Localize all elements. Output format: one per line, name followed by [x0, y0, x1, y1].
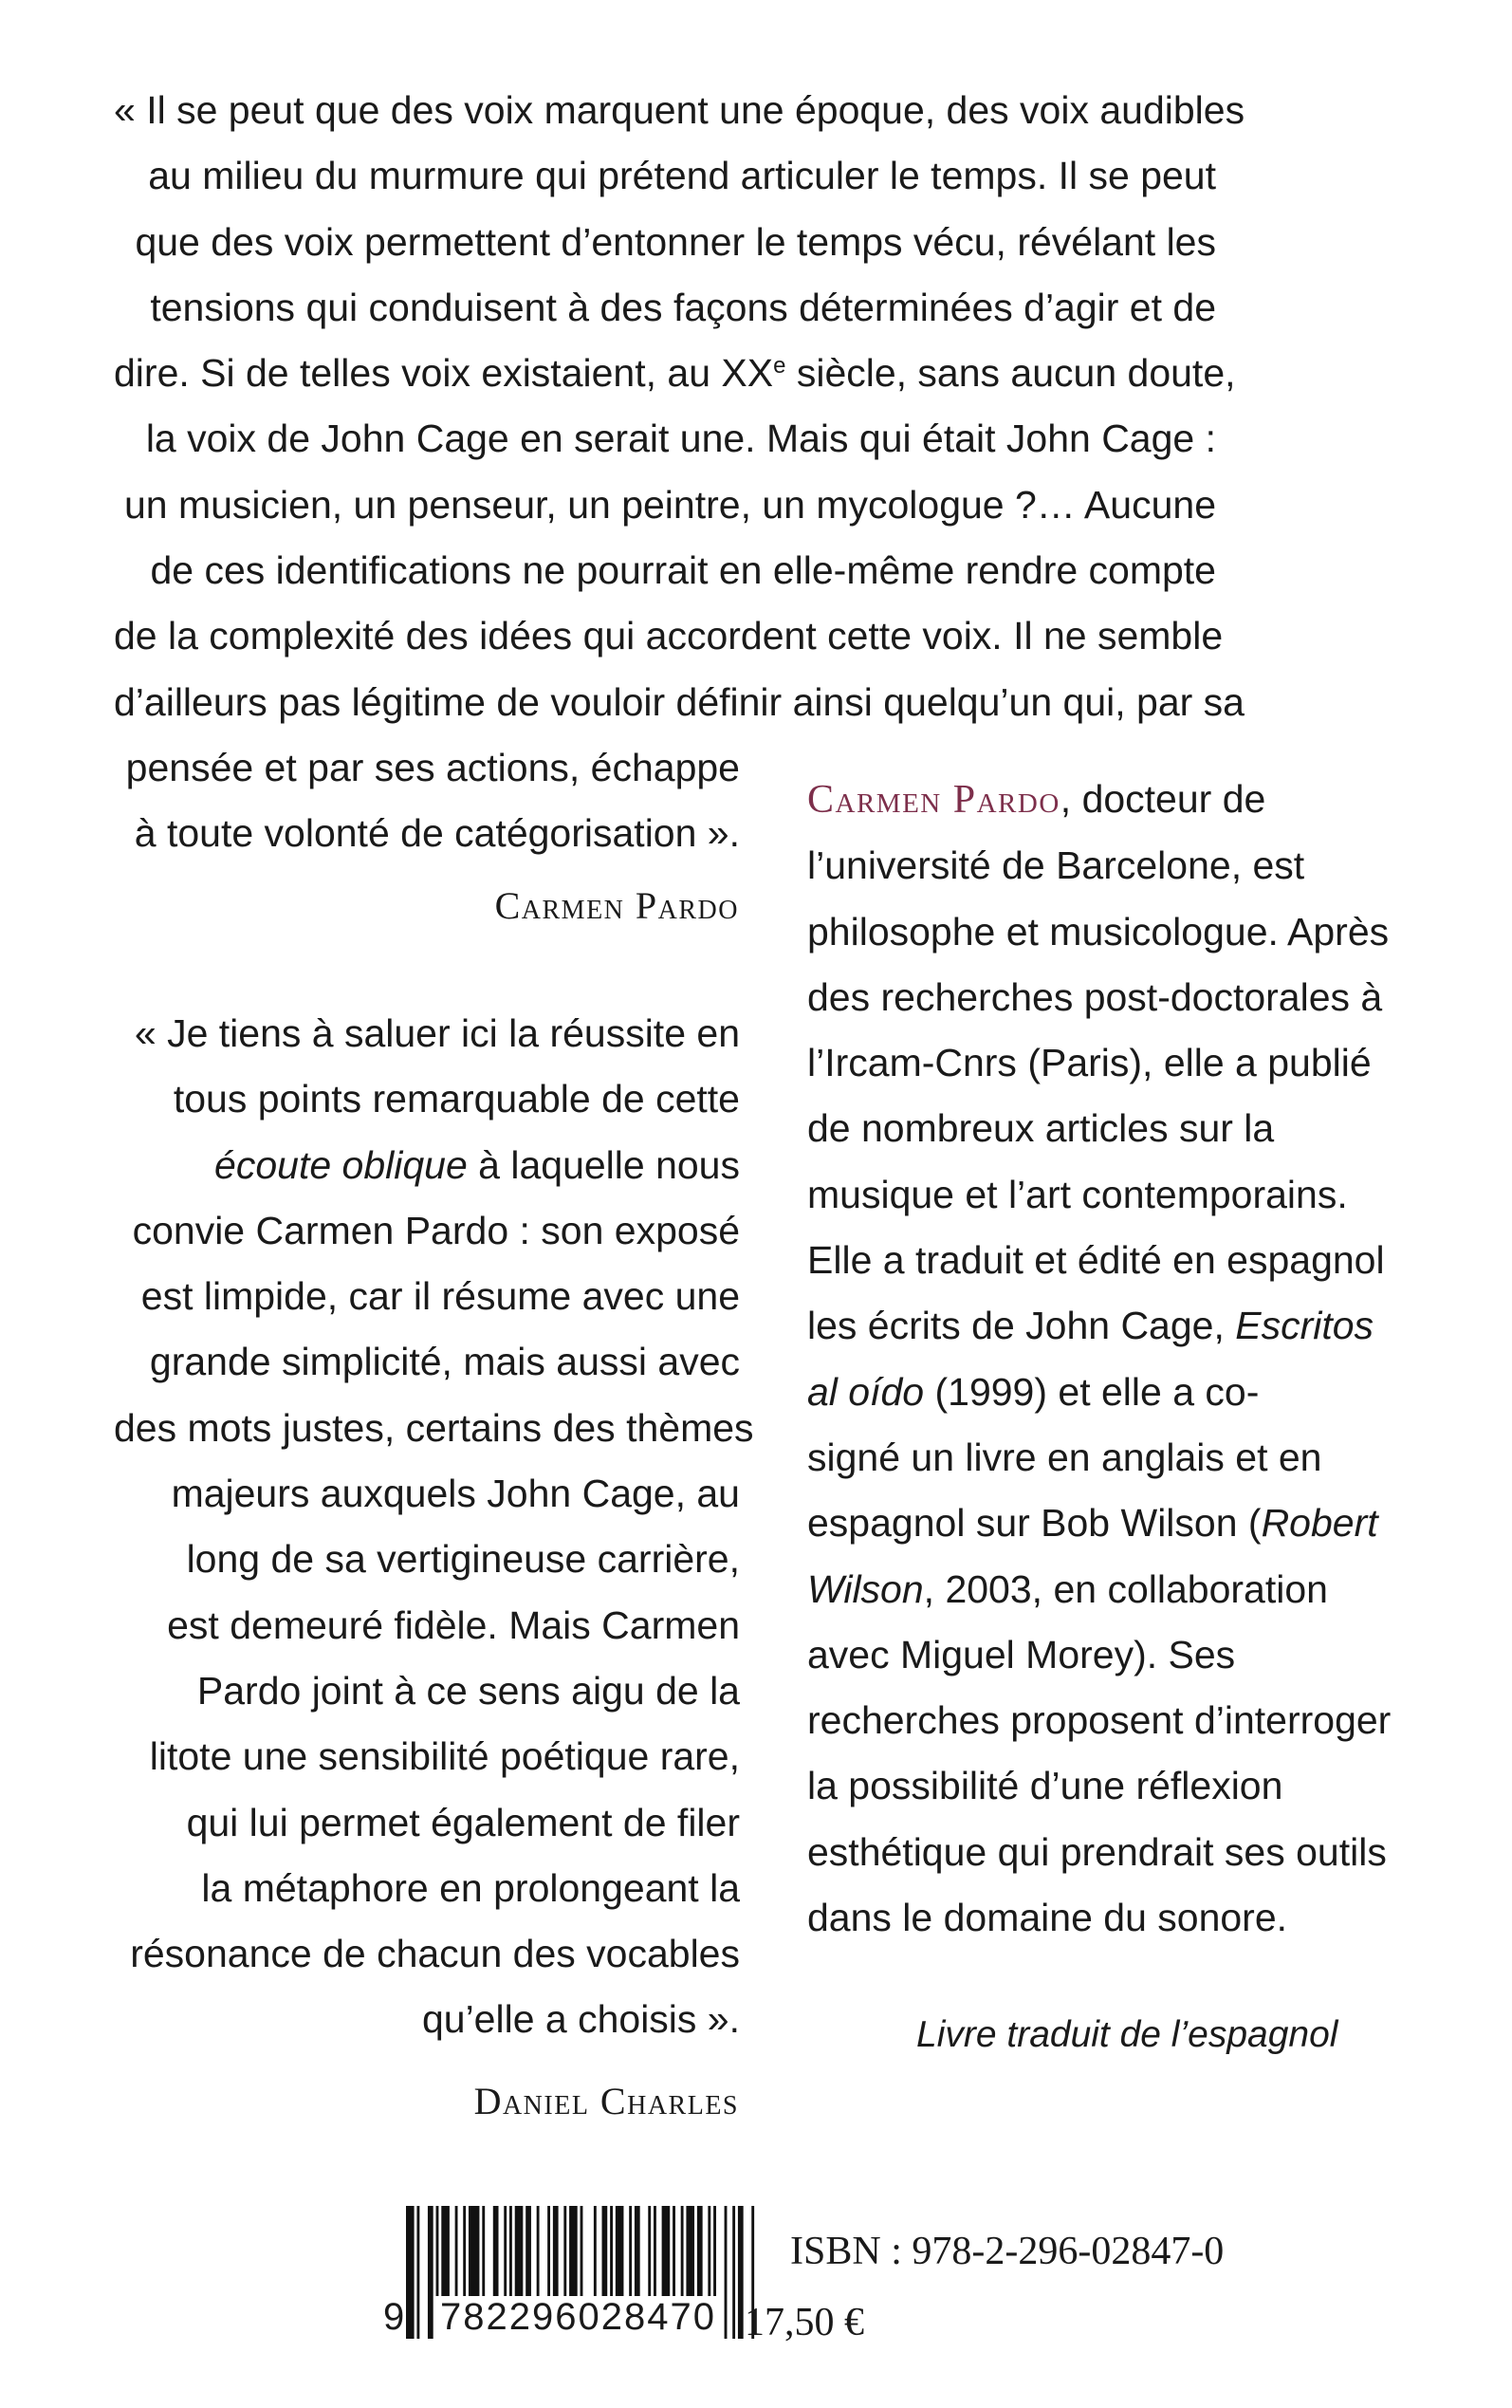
quote2-line-10: est demeuré fidèle. Mais Carmen — [167, 1602, 740, 1647]
author-bio — [807, 767, 1414, 1951]
quote2-line-6: grande simplicité, mais aussi avec — [149, 1340, 740, 1384]
isbn: ISBN : 978-2-296-02847-0 — [790, 2230, 1225, 2273]
barcode-first-digit: 9 — [383, 2296, 407, 2338]
quote1-line-3: que des voix permettent d’entonner le temps vécu, révélant les — [135, 219, 1216, 264]
quote2-line-7: des mots justes, certains des thèmes — [114, 1405, 754, 1450]
quote2-line-16: qu’elle a choisis ». — [421, 1997, 740, 2042]
bio-line-2: l’université de Barcelone, est — [807, 843, 1305, 888]
quote1-line-7: un musicien, un penseur, un peintre, un mycologue ?… Aucune — [123, 482, 1216, 527]
bio-line-6: de nombreux articles sur la — [807, 1106, 1275, 1151]
bio-line-12: espagnol sur Bob Wilson (Robert — [807, 1501, 1378, 1546]
quote2-line-15: résonance de chacun des vocables — [130, 1932, 740, 1976]
bio-line-14: avec Miguel Morey). Ses — [807, 1632, 1236, 1676]
barcode-bar — [732, 2206, 735, 2339]
bio-line-10: al oído (1999) et elle a co- — [807, 1369, 1260, 1414]
quote2-signature: Daniel Charles — [473, 2080, 739, 2122]
quote1-line-8: de ces identifications ne pourrait en elle-même rendre compte — [150, 548, 1216, 593]
bio-line-8: Elle a traduit et édité en espagnol — [807, 1238, 1385, 1283]
bio-line-18: dans le domaine du sonore. — [807, 1896, 1288, 1940]
quote1-signature: Carmen Pardo — [494, 884, 739, 927]
quote2-line-4: convie Carmen Pardo : son exposé — [132, 1208, 740, 1252]
price: 17,50 € — [745, 2301, 864, 2344]
quote2-line-12: litote une sensibilité poétique rare, — [149, 1734, 740, 1779]
barcode-bar — [738, 2206, 744, 2339]
quote1-line-6: la voix de John Cage en serait une. Mais qui était John Cage : — [145, 417, 1216, 461]
bio-line-4: des recherches post-doctorales à — [807, 974, 1383, 1019]
quote1-tail — [114, 735, 740, 867]
quote1-line-5a: dire. Si de telles voix existaient, au XX — [114, 351, 774, 396]
bio-line-3: philosophe et musicologue. Après — [807, 909, 1390, 954]
translation-note: Livre traduit de l’espagnol — [916, 2014, 1338, 2055]
quote2-line-14: la métaphore en prolongeant la — [201, 1865, 740, 1910]
quote2-line-1: « Je tiens à saluer ici la réussite en — [134, 1011, 740, 1055]
bio-line-15: recherches proposent d’interroger — [807, 1698, 1392, 1743]
book-title-italic: écoute oblique — [214, 1142, 468, 1187]
bio-line-1: Carmen Pardo, docteur de — [807, 777, 1266, 822]
barcode-bar — [406, 2206, 415, 2339]
quote2-line-2: tous points remarquable de cette — [173, 1077, 740, 1121]
quote1-line-9: de la complexité des idées qui accordent cette voix. Il ne semble — [114, 614, 1224, 658]
quote2-line-11: Pardo joint à ce sens aigu de la — [196, 1668, 740, 1713]
quote2-line-3: écoute oblique à laquelle nous — [214, 1142, 740, 1187]
quote2-line-8: majeurs auxquels John Cage, au — [171, 1472, 740, 1516]
bio-line-17: esthétique qui prendrait ses outils — [807, 1829, 1387, 1874]
quote1-line-4: tensions qui conduisent à des façons déterminées d’agir et de — [150, 285, 1216, 329]
barcode-bar — [428, 2206, 433, 2339]
bio-line-13: Wilson, 2003, en collaboration — [807, 1566, 1328, 1611]
quote1-line-11: pensée et par ses actions, échappe — [125, 746, 740, 789]
bio-line-16: la possibilité d’une réflexion — [807, 1764, 1283, 1808]
quote2-line-5: est limpide, car il résume avec une — [140, 1274, 740, 1319]
bio-line-11: signé un livre en anglais et en — [807, 1435, 1322, 1479]
bio-line-5: l’Ircam-Cnrs (Paris), elle a publié — [807, 1041, 1372, 1085]
century-superscript: e — [773, 353, 786, 380]
quote1-line-5b: siècle, sans aucun doute, — [785, 351, 1236, 396]
quote1-line-2: au milieu du murmure qui prétend articuler le temps. Il se peut — [148, 154, 1216, 198]
quote-daniel-charles — [114, 1001, 754, 2053]
bio-line-7: musique et l’art contemporains. — [807, 1172, 1348, 1216]
quote1-line-12: à toute volonté de catégorisation ». — [134, 811, 740, 856]
author-name: Carmen Pardo — [807, 778, 1060, 822]
quote2-line-9: long de sa vertigineuse carrière, — [186, 1537, 740, 1582]
quote1-line-5 — [114, 341, 1236, 406]
bio-line-9: les écrits de John Cage, Escritos — [807, 1304, 1374, 1348]
quote1-line-10: d’ailleurs pas légitime de vouloir définir ainsi quelqu’un qui, par sa — [114, 679, 1245, 724]
barcode-bar — [725, 2206, 728, 2339]
quote2-line-13: qui lui permet également de filer — [186, 1800, 740, 1844]
barcode-number: 782296028470 — [434, 2296, 722, 2339]
quote1-line-1: « Il se peut que des voix marquent une époque, des voix audibles — [114, 88, 1245, 132]
barcode-bar — [416, 2206, 419, 2339]
quote-cage-voice — [114, 78, 1245, 735]
